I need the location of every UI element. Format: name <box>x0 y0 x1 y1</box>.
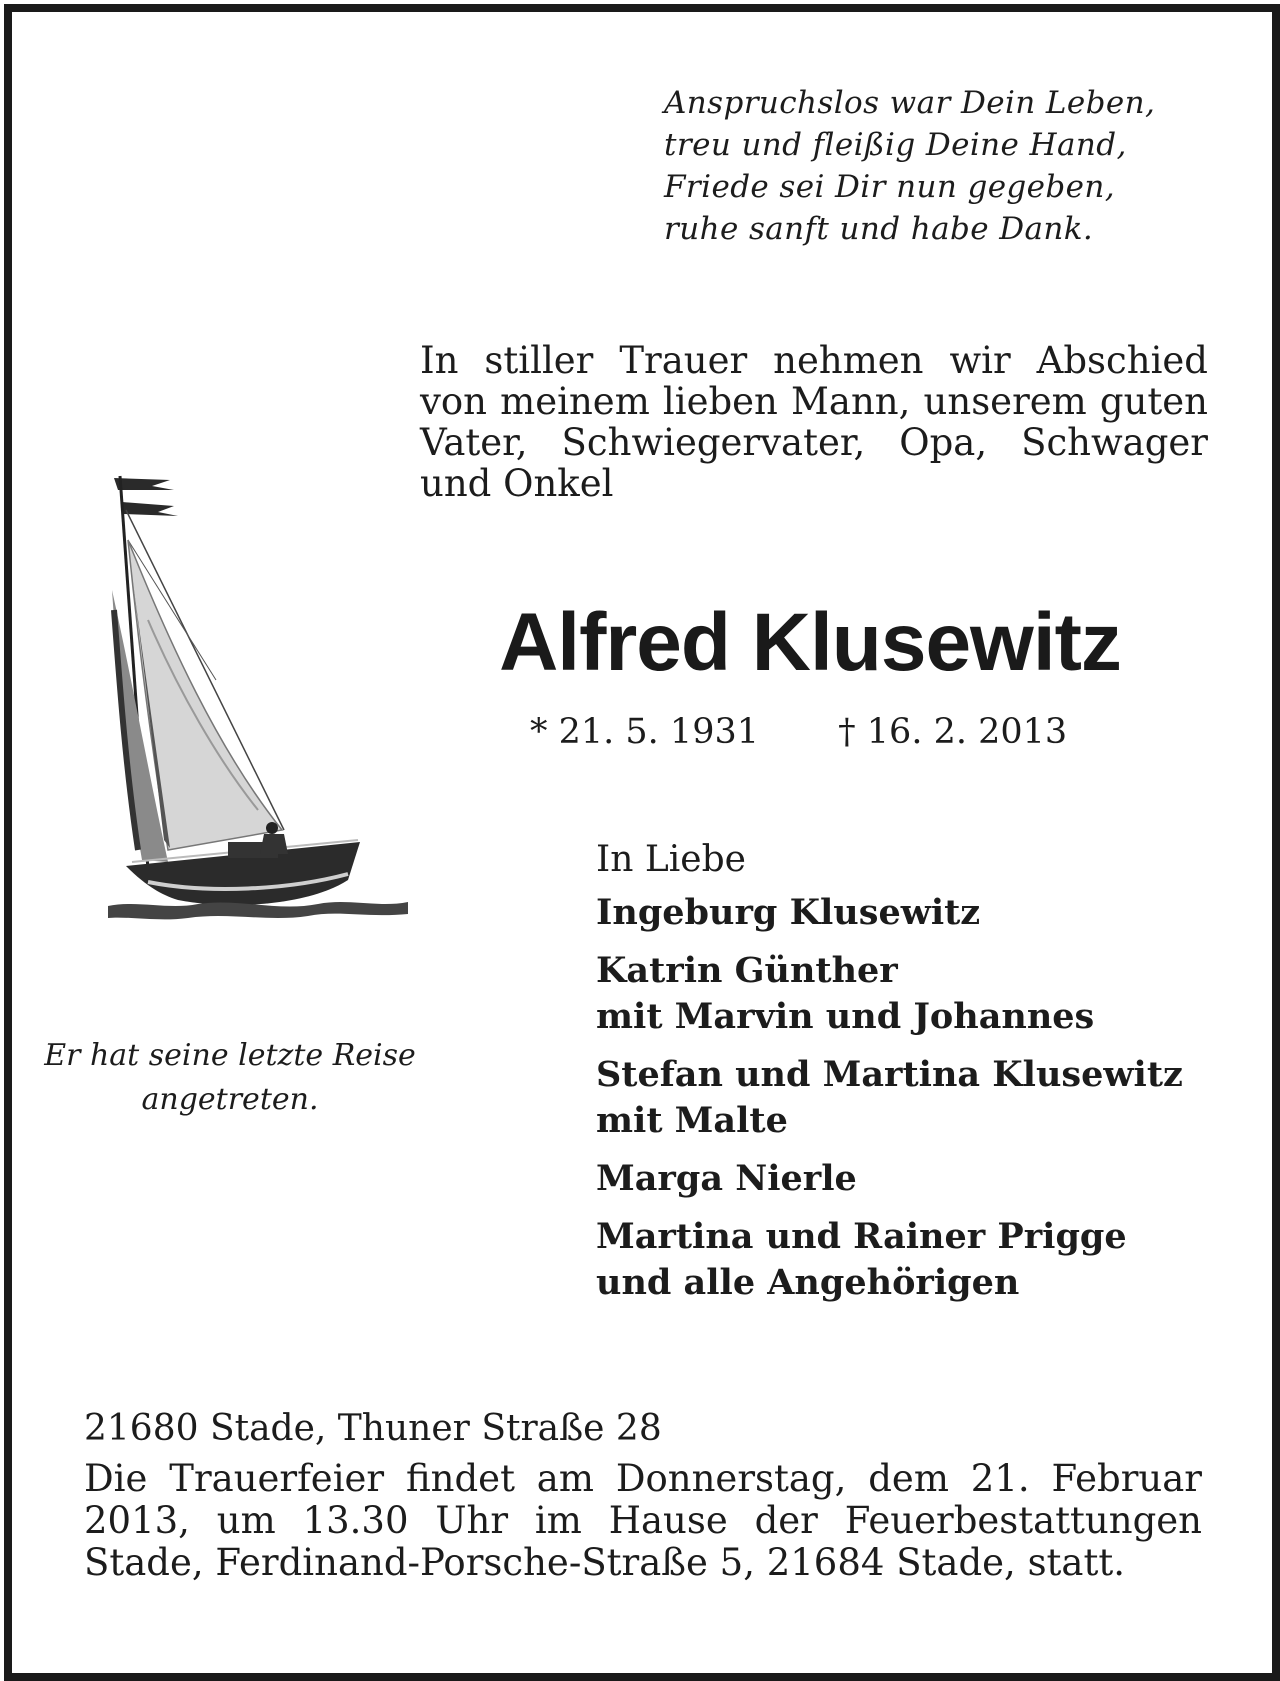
mourners-list <box>596 836 1236 1318</box>
mourner-group <box>596 890 1236 936</box>
poem-line: Friede sei Dir nun gegeben, <box>664 169 1116 205</box>
poem-line: treu und fleißig Deine Hand, <box>664 127 1127 163</box>
mourner-group <box>596 948 1236 1040</box>
mourner-name: Marga Nierle <box>596 1158 857 1199</box>
deceased-name: Alfred Klusewitz <box>499 597 1121 688</box>
illustration-caption <box>30 1034 430 1122</box>
caption-line: Er hat seine letzte Reise <box>44 1038 416 1073</box>
mourner-group <box>596 1214 1236 1306</box>
family-address: 21680 Stade, Thuner Straße 28 <box>84 1408 662 1449</box>
mourner-group <box>596 1052 1236 1144</box>
mourner-name: Martina und Rainer Prigge <box>596 1216 1127 1257</box>
mourners-intro: In Liebe <box>596 839 746 880</box>
mourner-group <box>596 1156 1236 1202</box>
poem <box>664 82 1224 250</box>
service-details: Die Trauerfeier findet am Donnerstag, dem 21. Februar 2013, um 13.30 Uhr im Hause der Feuerbestattungen Stade, Ferdinand-Porsche-Straße 5, 21684 Stade, statt. <box>84 1457 1202 1584</box>
birth-date: * 21. 5. 1931 <box>530 712 760 752</box>
mourner-name: Ingeburg Klusewitz <box>596 892 981 933</box>
poem-line: ruhe sanft und habe Dank. <box>664 211 1094 247</box>
caption-line: angetreten. <box>141 1082 319 1117</box>
mourner-name: Katrin Günther <box>596 950 898 991</box>
intro-text: In stiller Trauer nehmen wir Abschied von meinem lieben Mann, unserem guten Vater, Schwiegervater, Opa, Schwager und Onkel <box>420 339 1208 505</box>
sailboat-icon <box>108 470 418 970</box>
life-dates <box>530 710 1130 754</box>
death-date: † 16. 2. 2013 <box>838 712 1068 752</box>
mourner-name: und alle Angehörigen <box>596 1262 1020 1303</box>
mourner-name: Stefan und Martina Klusewitz <box>596 1054 1183 1095</box>
mourner-name: mit Marvin und Johannes <box>596 996 1095 1037</box>
poem-line: Anspruchslos war Dein Leben, <box>664 85 1156 121</box>
mourner-name: mit Malte <box>596 1100 788 1141</box>
